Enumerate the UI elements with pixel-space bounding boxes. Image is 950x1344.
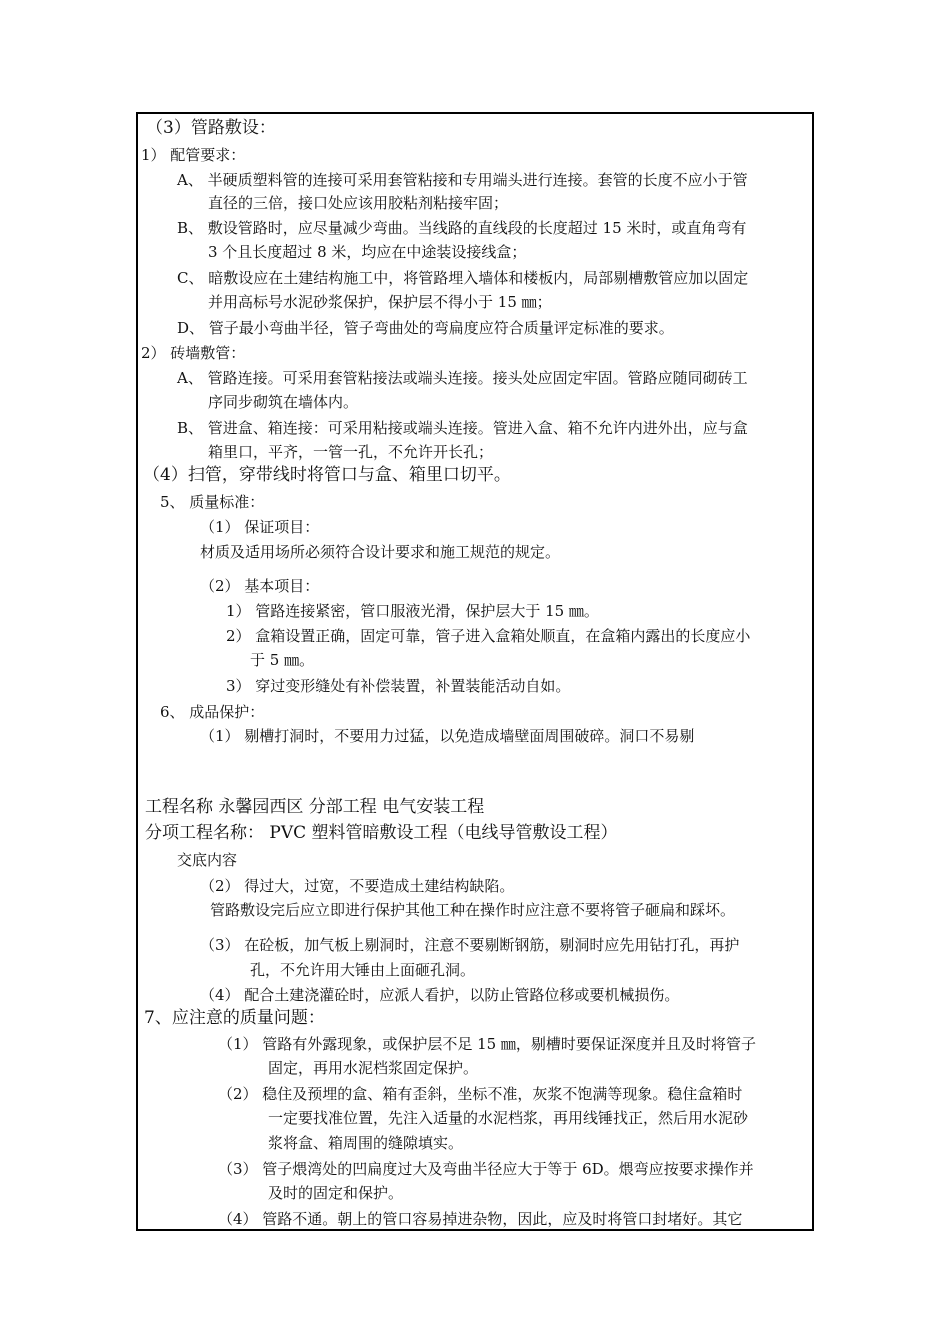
brick-wall-heading: 2） 砖墙敷管： — [141, 344, 246, 362]
issue-3-line1: （3） 管子煨湾处的凹扁度过大及弯曲半径应大于等于 6D。煨弯应按要求操作并 — [218, 1160, 754, 1178]
section-4-line: （4）扫管，穿带线时将管口与盒、箱里口切平。 — [143, 465, 511, 485]
pipe-req-b-line1: B、 敷设管路时，应尽量减少弯曲。当线路的直线段的长度超过 15 米时，或直角弯有 — [177, 219, 747, 237]
pipe-req-d-line1: D、 管子最小弯曲半径，管子弯曲处的弯扁度应符合质量评定标准的要求。 — [177, 319, 674, 337]
brick-a-line1: A、 管路连接。可采用套管粘接法或端头连接。接头处应固定牢固。管路应随同砌砖工 — [177, 369, 748, 387]
pipe-req-c-line1: C、 暗敷设应在土建结构施工中，将管路埋入墙体和楼板内，局部剔槽敷管应加以固定 — [177, 269, 749, 287]
section-3-title: （3）管路敷设： — [146, 118, 276, 138]
quality-heading: 5、 质量标准： — [160, 493, 265, 511]
brick-b-line2: 箱里口，平齐，一管一孔，不允许开长孔； — [208, 443, 494, 461]
protection-item-2-line1: （2） 得过大，过宽，不要造成土建结构缺陷。 — [200, 877, 515, 895]
protection-item-4: （4） 配合土建浇灌砼时，应派人看护，以防止管路位移或要机械损伤。 — [200, 986, 680, 1004]
issue-1-line1: （1） 管路有外露现象，或保护层不足 15 ㎜，剔槽时要保证深度并且及时将管子 — [218, 1035, 756, 1053]
protection-item-2-line2: 管路敷设完后应立即进行保护其他工种在操作时应注意不要将管子砸扁和踩坏。 — [210, 901, 736, 919]
basic-item-1: 1） 管路连接紧密，管口服液光滑，保护层大于 15 ㎜。 — [226, 602, 599, 620]
basic-items-label: （2） 基本项目： — [200, 577, 320, 595]
protection-item-3-line1: （3） 在砼板，加气板上剔洞时，注意不要剔断钢筋，剔洞时应先用钻打孔，再护 — [200, 936, 740, 954]
protection-item-1: （1） 剔槽打洞时，不要用力过猛，以免造成墙壁面周围破碎。洞口不易剔 — [200, 727, 695, 745]
basic-item-2-line2: 于 5 ㎜。 — [250, 651, 315, 669]
guarantee-label: （1） 保证项目： — [200, 518, 320, 536]
subproject-name-line: 分项工程名称： PVC 塑料管暗敷设工程（电线导管敷设工程） — [145, 823, 618, 843]
pipe-req-a-line2: 直径的三倍，接口处应该用胶粘剂粘接牢固； — [208, 194, 509, 212]
protection-item-3-line2: 孔，不允许用大锤由上面砸孔洞。 — [250, 961, 476, 979]
basic-item-2-line1: 2） 盒箱设置正确，固定可靠，管子进入盒箱处顺直，在盒箱内露出的长度应小 — [226, 627, 751, 645]
project-name-line: 工程名称 永馨园西区 分部工程 电气安装工程 — [145, 797, 485, 817]
basic-item-3: 3） 穿过变形缝处有补偿装置，补置装能活动自如。 — [226, 677, 571, 695]
issue-1-line2: 固定，再用水泥档浆固定保护。 — [268, 1059, 479, 1077]
issue-2-line1: （2） 稳住及预埋的盒、箱有歪斜，坐标不准，灰浆不饱满等现象。稳住盒箱时 — [218, 1085, 743, 1103]
issue-4-line1: （4） 管路不通。朝上的管口容易掉进杂物，因此，应及时将管口封堵好。其它 — [218, 1210, 743, 1228]
pipe-req-c-line2: 并用高标号水泥砂浆保护，保护层不得小于 15 ㎜； — [208, 293, 552, 311]
content-label: 交底内容 — [177, 851, 238, 869]
pipe-requirements-heading: 1） 配管要求： — [141, 146, 246, 164]
quality-issues-heading: 7、应注意的质量问题： — [144, 1008, 325, 1028]
brick-a-line2: 序同步砌筑在墙体内。 — [208, 393, 359, 411]
protection-heading: 6、 成品保护： — [160, 703, 265, 721]
issue-2-line3: 浆将盒、箱周围的缝隙填实。 — [268, 1134, 464, 1152]
issue-2-line2: 一定要找准位置，先注入适量的水泥档浆，再用线锤找正，然后用水泥砂 — [268, 1109, 749, 1127]
brick-b-line1: B、 管进盒、箱连接：可采用粘接或端头连接。管进入盒、箱不允许内进外出，应与盒 — [177, 419, 748, 437]
pipe-req-a-line1: A、 半硬质塑料管的连接可采用套管粘接和专用端头进行连接。套管的长度不应小于管 — [177, 171, 748, 189]
pipe-req-b-line2: 3 个且长度超过 8 米，均应在中途装设接线盒； — [208, 243, 527, 261]
issue-3-line2: 及时的固定和保护。 — [268, 1184, 404, 1202]
guarantee-text: 材质及适用场所必须符合设计要求和施工规范的规定。 — [200, 543, 561, 561]
